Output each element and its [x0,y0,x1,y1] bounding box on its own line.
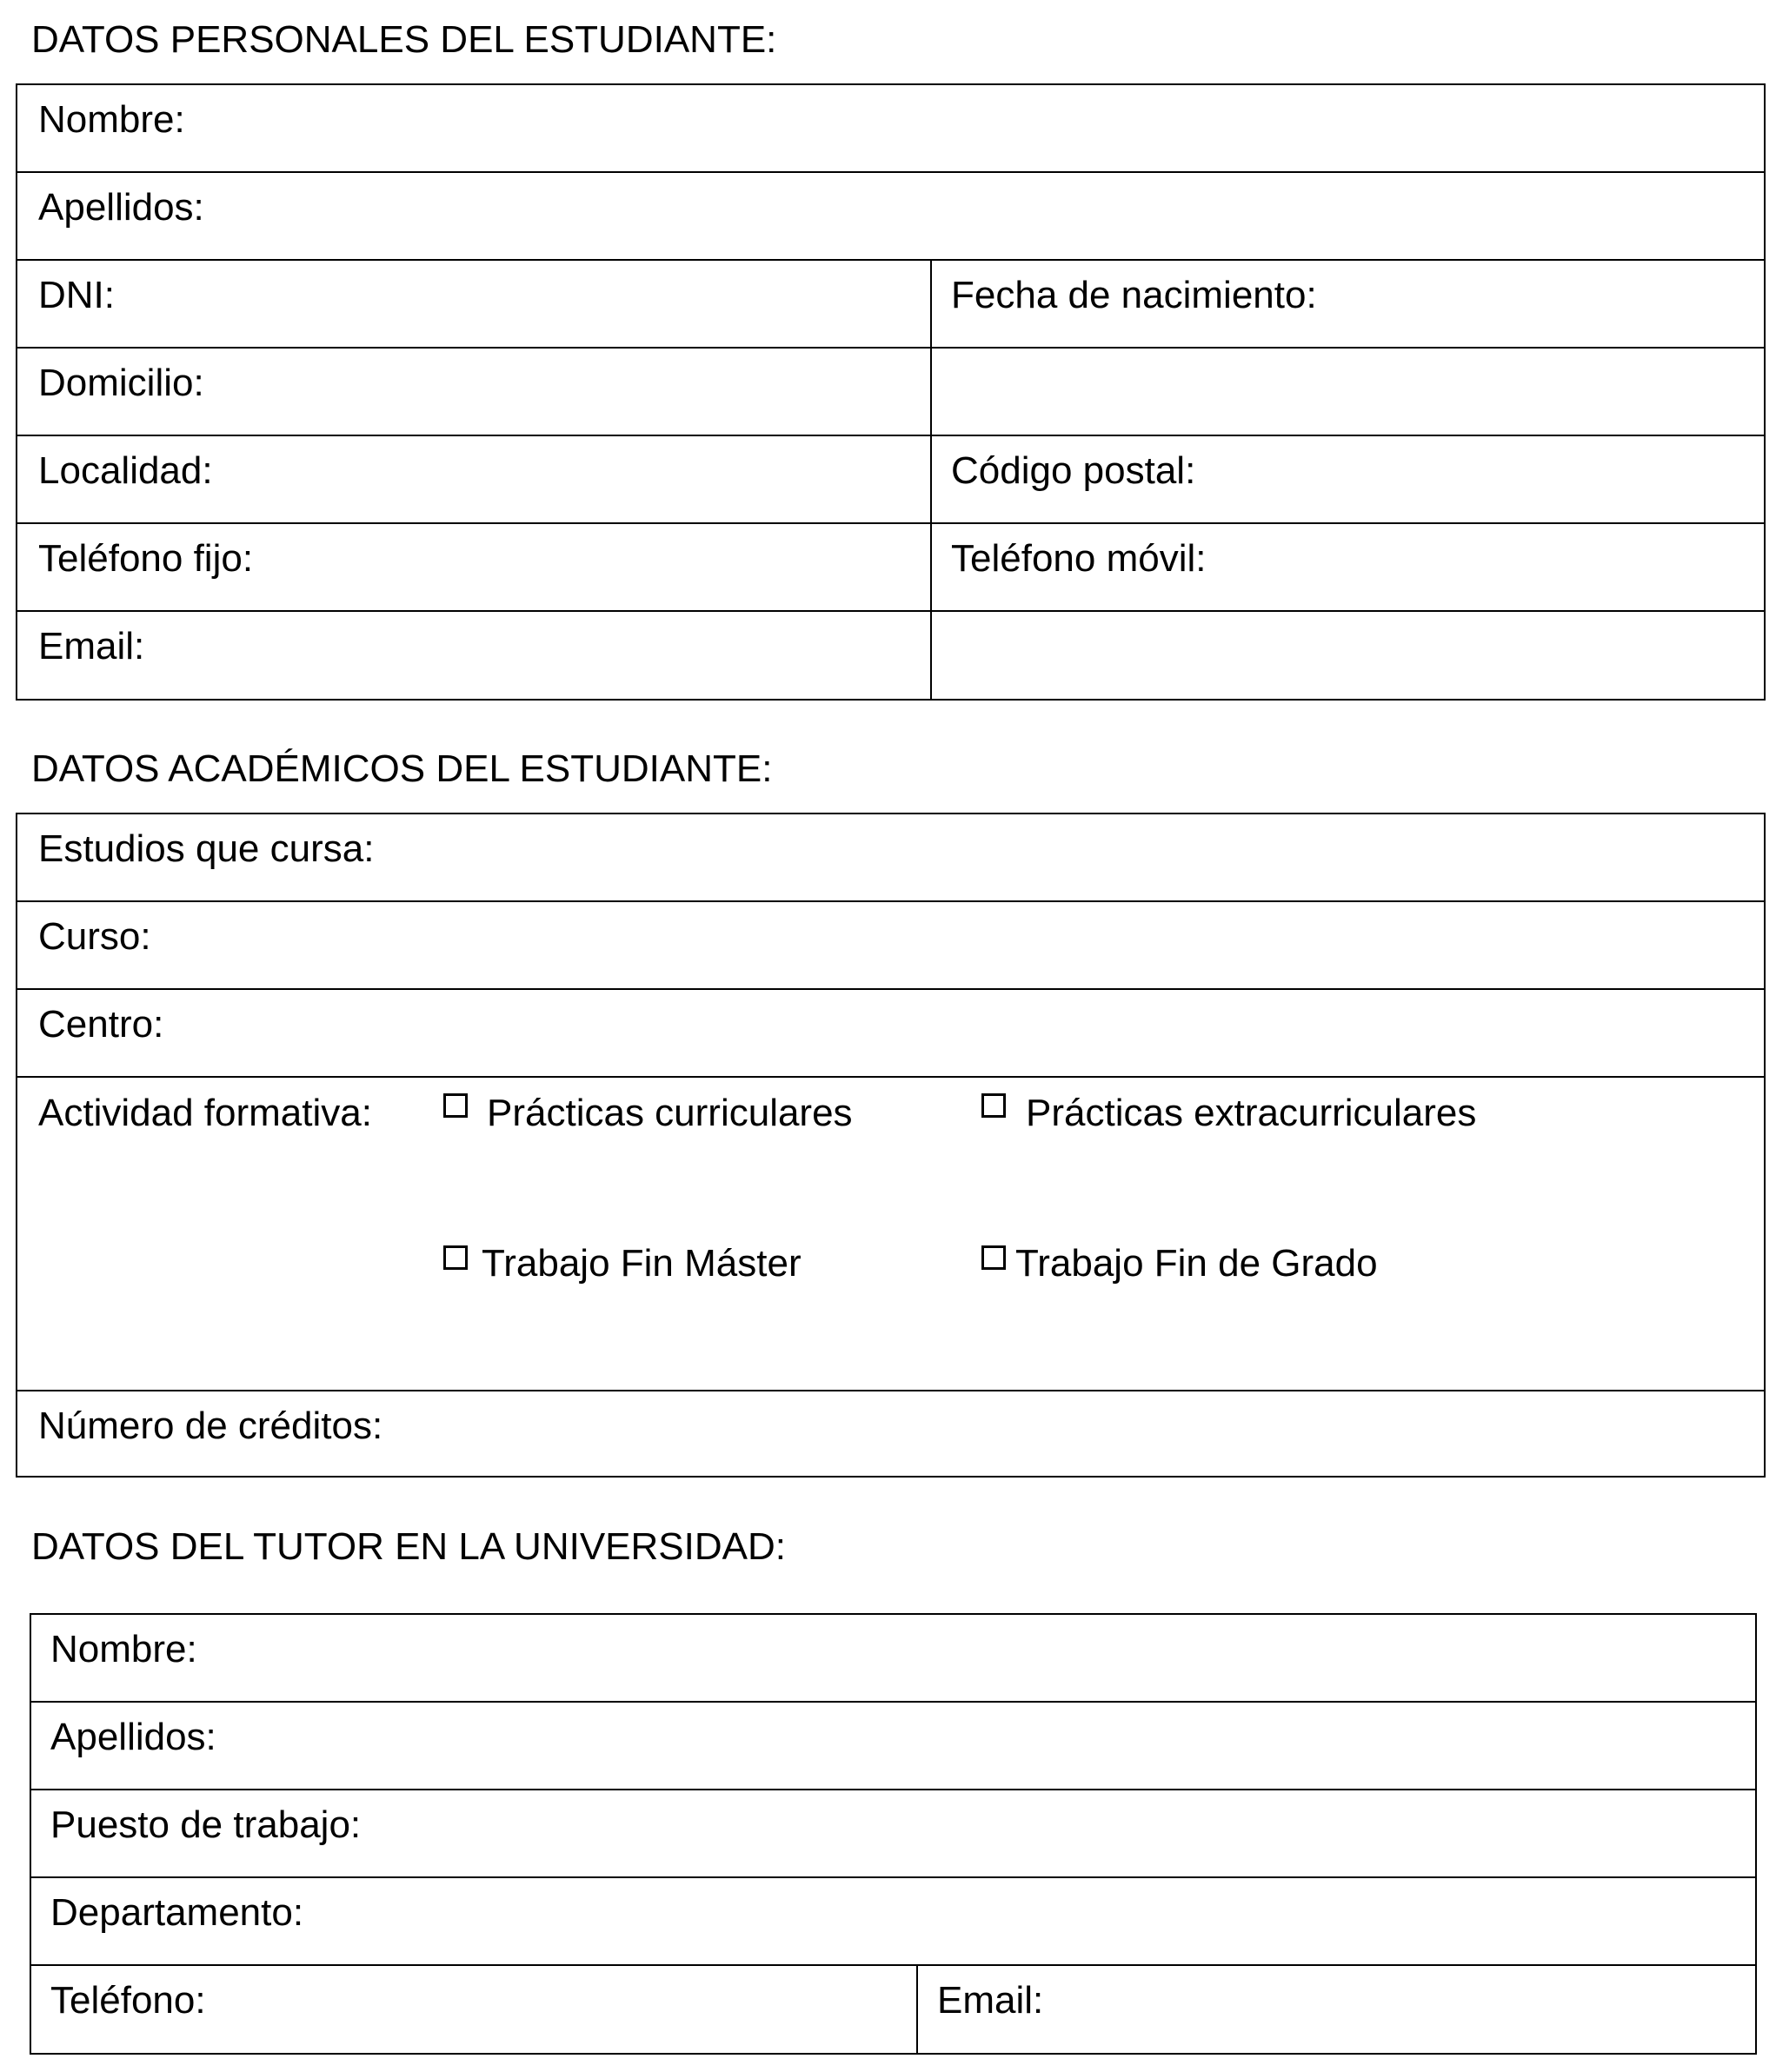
row-divider [31,1876,1755,1878]
row-divider [17,1076,1764,1078]
student-mobile-field[interactable]: Teléfono móvil: [951,537,1207,580]
tutor-section-heading: DATOS DEL TUTOR EN LA UNIVERSIDAD: [31,1525,786,1568]
row-divider [17,435,1764,436]
student-surname-field[interactable]: Apellidos: [38,186,204,229]
student-landline-field[interactable]: Teléfono fijo: [38,537,254,580]
student-city-field[interactable]: Localidad: [38,449,213,492]
center-field[interactable]: Centro: [38,1003,164,1046]
row-divider [31,1789,1755,1790]
tutor-email-field[interactable]: Email: [937,1979,1044,2022]
column-divider [916,1964,918,2055]
row-divider [17,347,1764,349]
course-field[interactable]: Curso: [38,915,151,958]
practicas-extracurriculares-label: Prácticas extracurriculares [1026,1092,1477,1134]
student-address-field[interactable]: Domicilio: [38,362,204,404]
personal-section-heading: DATOS PERSONALES DEL ESTUDIANTE: [31,18,777,61]
row-divider [17,988,1764,990]
tutor-department-field[interactable]: Departamento: [50,1891,304,1934]
credits-field[interactable]: Número de créditos: [38,1405,383,1447]
tutor-phone-field[interactable]: Teléfono: [50,1979,206,2022]
tutor-data-table [30,1613,1757,2055]
training-activity-label: Actividad formativa: [38,1092,372,1134]
trabajo-fin-master-checkbox[interactable] [443,1245,468,1270]
row-divider [17,171,1764,173]
student-dni-field[interactable]: DNI: [38,274,115,316]
row-divider [31,1701,1755,1703]
row-divider [17,259,1764,261]
student-birthdate-field[interactable]: Fecha de nacimiento: [951,274,1317,316]
practicas-extracurriculares-checkbox[interactable] [981,1093,1006,1118]
studies-field[interactable]: Estudios que cursa: [38,827,375,870]
student-email-field[interactable]: Email: [38,625,145,667]
tutor-position-field[interactable]: Puesto de trabajo: [50,1803,362,1846]
academic-data-table [16,813,1766,1478]
row-divider [17,522,1764,524]
row-divider [17,610,1764,612]
practicas-curriculares-label: Prácticas curriculares [487,1092,853,1134]
academic-section-heading: DATOS ACADÉMICOS DEL ESTUDIANTE: [31,747,773,790]
student-postal-code-field[interactable]: Código postal: [951,449,1196,492]
tutor-name-field[interactable]: Nombre: [50,1628,197,1670]
trabajo-fin-master-label: Trabajo Fin Máster [482,1242,802,1285]
tutor-surname-field[interactable]: Apellidos: [50,1716,216,1758]
row-divider [17,1390,1764,1391]
practicas-curriculares-checkbox[interactable] [443,1093,468,1118]
trabajo-fin-grado-label: Trabajo Fin de Grado [1015,1242,1378,1285]
personal-data-table [16,83,1766,701]
row-divider [17,900,1764,902]
column-divider [930,259,932,701]
student-name-field[interactable]: Nombre: [38,98,185,141]
row-divider [31,1964,1755,1966]
trabajo-fin-grado-checkbox[interactable] [981,1245,1006,1270]
